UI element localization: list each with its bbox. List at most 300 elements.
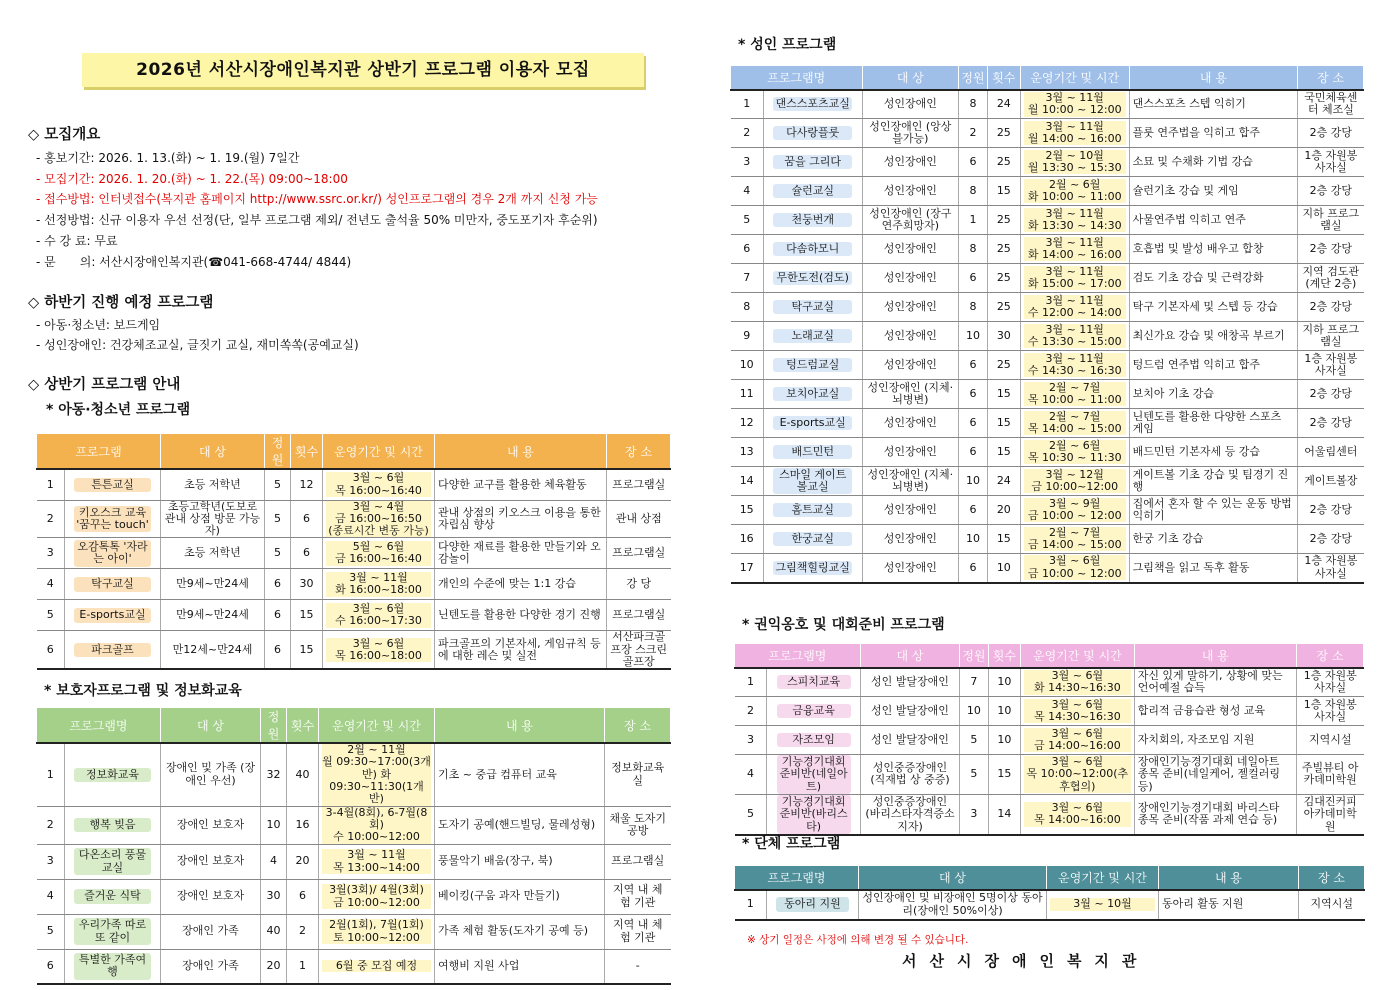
content-cell: 사물연주법 익히고 연주 xyxy=(1129,206,1298,235)
schedule-cell xyxy=(1021,794,1135,834)
row-number: 1 xyxy=(731,90,764,119)
program-name-cell xyxy=(763,409,862,438)
target-cell: 성인장애인 (지체·뇌병변) xyxy=(862,467,959,496)
column-header: 운영기간 및 시간 xyxy=(323,434,435,470)
place-cell: 지하 프로그램실 xyxy=(1298,322,1364,351)
target-cell: 초등 저학년 xyxy=(161,538,265,569)
place-cell: 어울림센터 xyxy=(1298,438,1364,467)
row-number: 14 xyxy=(731,467,764,496)
place-cell: 2층 강당 xyxy=(1298,496,1364,525)
place-cell: 프로그램실 xyxy=(605,844,671,879)
row-number: 2 xyxy=(735,697,767,726)
schedule-cell xyxy=(1020,554,1129,583)
schedule-cell xyxy=(1020,322,1129,351)
session-count-cell: 25 xyxy=(987,148,1020,177)
program-name: 탁구교실 xyxy=(773,300,852,314)
session-count-cell: 25 xyxy=(987,235,1020,264)
schedule xyxy=(1024,324,1126,349)
table-row xyxy=(37,631,671,669)
program-name: 천둥번개 xyxy=(773,213,852,227)
target-cell: 성인장애인 xyxy=(862,264,959,293)
schedule xyxy=(326,603,431,628)
schedule-period: 3월 ~ 6월 xyxy=(1051,755,1104,768)
row-number: 9 xyxy=(731,322,764,351)
table-row xyxy=(731,438,1364,467)
target-cell: 장애인 보호자 xyxy=(161,806,261,844)
table-row xyxy=(37,844,671,879)
place-cell: 지역 내 체험 기관 xyxy=(605,914,671,949)
capacity-cell: 3 xyxy=(960,794,988,834)
guardian-program-table xyxy=(36,707,671,985)
target-cell: 성인장애인 xyxy=(862,293,959,322)
program-name: 즐거운 식탁 xyxy=(74,889,151,903)
target-cell: 만9세~만24세 xyxy=(161,569,265,600)
schedule xyxy=(322,807,431,844)
schedule xyxy=(1024,121,1126,146)
target-cell: 성인 발달장애인 xyxy=(860,726,959,755)
capacity-cell: 8 xyxy=(959,177,988,206)
capacity-cell: 5 xyxy=(960,755,988,795)
column-header: 정원 xyxy=(261,708,287,744)
schedule-period: 3월 ~ 4월 xyxy=(352,500,405,513)
content-cell: 호흡법 및 발성 배우고 합창 xyxy=(1129,235,1298,264)
target-cell: 성인중증장애인 (바리스타자격증소지자) xyxy=(860,794,959,834)
content-cell: 배드민턴 기본자세 등 강습 xyxy=(1129,438,1298,467)
target-cell: 성인 발달장애인 xyxy=(860,668,959,697)
row-number: 4 xyxy=(731,177,764,206)
content-cell: 도자기 공예(핸드빌딩, 물레성형) xyxy=(435,806,605,844)
schedule xyxy=(326,572,431,597)
schedule-period: 3월 ~ 11월 xyxy=(347,848,406,862)
target-cell: 장애인 보호자 xyxy=(161,844,261,879)
target-cell: 성인장애인 (장구연주희망자) xyxy=(862,206,959,235)
row-number: 8 xyxy=(731,293,764,322)
second-half-heading: ◇ 하반기 진행 예정 프로그램 xyxy=(28,295,214,311)
capacity-cell: 7 xyxy=(960,668,988,697)
program-name-cell xyxy=(65,469,161,500)
table-row xyxy=(731,119,1364,148)
place-cell: 정보화교육실 xyxy=(605,743,671,806)
schedule-period: 3월 ~ 9월 xyxy=(1048,496,1101,510)
target-cell: 성인장애인 xyxy=(862,322,959,351)
target-cell: 장애인 가족 xyxy=(161,914,261,949)
session-count-cell: 14 xyxy=(988,794,1020,834)
program-name-cell xyxy=(65,914,161,949)
table-row xyxy=(37,914,671,949)
schedule-cell xyxy=(1047,890,1159,920)
place-cell: - xyxy=(605,949,671,984)
column-header: 운영기간 및 시간 xyxy=(1021,644,1135,668)
capacity-cell: 10 xyxy=(959,322,988,351)
column-header: 프로그램명 xyxy=(735,866,859,890)
content-cell: 여행비 지원 사업 xyxy=(435,949,605,984)
schedule-period: 3월 ~ 6월 xyxy=(352,636,405,650)
target-cell: 성인장애인 xyxy=(862,438,959,467)
row-number: 2 xyxy=(37,806,65,844)
table-body xyxy=(735,890,1365,920)
capacity-cell: 40 xyxy=(261,914,287,949)
schedule-period: 3월 ~ 11월 xyxy=(1045,322,1104,336)
schedule xyxy=(326,638,431,663)
schedule-time: 금 14:00~16:00 xyxy=(1034,739,1121,752)
schedule-time: 화 14:00 ~ 16:00 xyxy=(1027,248,1122,261)
table-row xyxy=(37,806,671,844)
program-name-cell xyxy=(763,467,862,496)
column-header: 내 용 xyxy=(435,434,607,470)
session-count-cell: 2 xyxy=(287,914,319,949)
overview-line: - 문 의: 서산시장애인복지관(☎041-668-4744/ 4844) xyxy=(36,255,352,269)
target-cell: 장애인 가족 xyxy=(161,949,261,984)
schedule xyxy=(326,541,431,566)
program-name-cell xyxy=(763,177,862,206)
guardian-heading: * 보호자프로그램 및 정보화교육 xyxy=(44,683,242,699)
program-name: 오감톡톡 '자라는 아이' xyxy=(74,540,151,567)
column-header: 운영기간 및 시간 xyxy=(319,708,435,744)
capacity-cell: 10 xyxy=(960,697,988,726)
schedule xyxy=(1024,728,1131,753)
target-cell: 성인장애인 xyxy=(862,177,959,206)
column-header: 횟수 xyxy=(988,644,1020,668)
table-row xyxy=(731,235,1364,264)
place-cell: 2층 강당 xyxy=(1298,380,1364,409)
table-header xyxy=(37,434,671,470)
session-count-cell: 10 xyxy=(988,697,1020,726)
capacity-cell: 6 xyxy=(265,569,291,600)
column-header: 정원 xyxy=(960,644,988,668)
table-row xyxy=(731,496,1364,525)
table-row xyxy=(735,726,1364,755)
schedule-period: 3월 ~ 10월 xyxy=(1073,897,1132,911)
schedule-time: 금 10:00~12:00 xyxy=(1031,480,1119,493)
column-header: 장 소 xyxy=(1298,66,1364,90)
schedule-cell xyxy=(1020,206,1129,235)
content-cell: 한궁 기초 강습 xyxy=(1129,525,1298,554)
second-half-line: - 성인장애인: 건강체조교실, 글짓기 교실, 재미쏙쏙(공예교실) xyxy=(36,338,359,352)
column-header: 횟수 xyxy=(291,434,323,470)
session-count-cell: 1 xyxy=(287,949,319,984)
schedule-time: 수 13:30 ~ 15:00 xyxy=(1027,335,1122,348)
schedule-cell xyxy=(1020,264,1129,293)
table-row xyxy=(731,467,1364,496)
session-count-cell: 15 xyxy=(291,631,323,669)
place-cell: 2층 강당 xyxy=(1298,525,1364,554)
target-cell: 장애인 및 가족 (장애인 우선) xyxy=(161,743,261,806)
row-number: 4 xyxy=(37,879,65,914)
column-header: 장 소 xyxy=(607,434,671,470)
content-cell: 장애인기능경기대회 바리스타 종목 준비(작품 과제 연습 등) xyxy=(1134,794,1296,834)
capacity-cell: 6 xyxy=(959,496,988,525)
schedule-time: 금 16:00~16:50 (종료시간 변동 가능) xyxy=(328,511,429,538)
session-count-cell: 25 xyxy=(987,351,1020,380)
schedule-time: 월 10:00 ~ 12:00 xyxy=(1027,103,1122,117)
target-cell: 성인장애인 xyxy=(862,554,959,583)
capacity-cell: 5 xyxy=(265,469,291,500)
schedule-time: 금 10:00 ~ 12:00 xyxy=(1027,509,1122,522)
schedule xyxy=(1024,527,1126,552)
target-cell: 성인장애인 xyxy=(862,525,959,554)
target-cell: 성인장애인 xyxy=(862,148,959,177)
table-row xyxy=(37,879,671,914)
content-cell: 검도 기초 강습 및 근력강화 xyxy=(1129,264,1298,293)
program-name-cell xyxy=(763,148,862,177)
program-name: 금융교육 xyxy=(777,704,851,718)
schedule-cell xyxy=(1020,177,1129,206)
session-count-cell: 15 xyxy=(987,525,1020,554)
place-cell: 1층 자원봉사자실 xyxy=(1297,668,1364,697)
session-count-cell: 25 xyxy=(987,119,1020,148)
program-name-cell xyxy=(65,844,161,879)
target-cell: 성인장애인 xyxy=(862,409,959,438)
schedule xyxy=(326,501,431,538)
program-name-cell xyxy=(65,879,161,914)
schedule-period: 3월 ~ 12월 xyxy=(1045,467,1104,481)
schedule-cell xyxy=(1020,467,1129,496)
schedule-cell xyxy=(323,569,435,600)
content-cell: 집에서 혼자 할 수 있는 운동 방법 익히기 xyxy=(1129,496,1298,525)
content-cell: 그림책을 읽고 독후 활동 xyxy=(1129,554,1298,583)
column-header: 대 상 xyxy=(860,644,959,668)
program-name: 우리가족 따로 또 같이 xyxy=(74,918,151,945)
content-cell: 탁구 기본자세 및 스텝 등 강습 xyxy=(1129,293,1298,322)
content-cell: 파크골프의 기본자세, 게임규칙 등에 대한 레슨 및 실전 xyxy=(435,631,607,669)
session-count-cell: 10 xyxy=(988,726,1020,755)
content-cell: 플룻 연주법을 익히고 합주 xyxy=(1129,119,1298,148)
program-name-cell xyxy=(65,600,161,631)
program-name: 특별한 가족여행 xyxy=(74,953,151,980)
place-cell: 1층 자원봉사자실 xyxy=(1298,554,1364,583)
program-name-cell xyxy=(763,525,862,554)
schedule-time: 금 10:00~12:00 xyxy=(333,895,420,909)
schedule-cell xyxy=(1020,409,1129,438)
session-count-cell: 25 xyxy=(987,264,1020,293)
table-body xyxy=(735,668,1364,835)
row-number: 3 xyxy=(731,148,764,177)
content-cell: 다양한 재료를 활용한 만들기와 오감놀이 xyxy=(435,538,607,569)
capacity-cell: 4 xyxy=(261,844,287,879)
program-name-cell xyxy=(65,743,161,806)
row-number: 3 xyxy=(735,726,767,755)
session-count-cell: 25 xyxy=(987,206,1020,235)
session-count-cell: 12 xyxy=(291,469,323,500)
table-row xyxy=(735,794,1364,834)
program-name-cell xyxy=(65,538,161,569)
schedule-cell xyxy=(319,806,435,844)
row-number: 12 xyxy=(731,409,764,438)
program-name-cell xyxy=(763,322,862,351)
row-number: 7 xyxy=(731,264,764,293)
table-row xyxy=(735,668,1364,697)
schedule-cell xyxy=(1020,119,1129,148)
program-name-cell xyxy=(767,668,860,697)
schedule-time: 목 16:00~16:40 xyxy=(335,483,422,497)
program-name-cell xyxy=(767,890,859,920)
schedule-cell xyxy=(319,879,435,914)
overview-line: - 수 강 료: 무료 xyxy=(36,234,118,248)
table-row xyxy=(37,469,671,500)
schedule-period: 3월 ~ 11월 xyxy=(1045,206,1104,220)
capacity-cell: 6 xyxy=(959,351,988,380)
capacity-cell: 6 xyxy=(959,148,988,177)
capacity-cell: 5 xyxy=(960,726,988,755)
program-name: 자조모임 xyxy=(777,733,851,747)
schedule xyxy=(1024,498,1126,523)
row-number: 3 xyxy=(37,538,65,569)
table-row xyxy=(37,569,671,600)
place-cell: 지역 검도관 (계단 2층) xyxy=(1298,264,1364,293)
place-cell: 2층 강당 xyxy=(1298,119,1364,148)
place-cell: 지하 프로그램실 xyxy=(1298,206,1364,235)
session-count-cell: 15 xyxy=(987,409,1020,438)
table-row xyxy=(731,554,1364,583)
table-row xyxy=(731,322,1364,351)
capacity-cell: 8 xyxy=(959,90,988,119)
schedule-cell xyxy=(323,469,435,500)
program-name-cell xyxy=(763,554,862,583)
column-header: 내 용 xyxy=(1129,66,1298,90)
first-half-heading: ◇ 상반기 프로그램 안내 xyxy=(28,377,181,393)
schedule-cell xyxy=(319,844,435,879)
session-count-cell: 6 xyxy=(287,879,319,914)
session-count-cell: 30 xyxy=(987,322,1020,351)
schedule-cell xyxy=(1020,90,1129,119)
capacity-cell: 10 xyxy=(261,806,287,844)
schedule-time: 목 14:00 ~ 15:00 xyxy=(1027,422,1122,435)
table-row xyxy=(37,600,671,631)
row-number: 2 xyxy=(37,500,65,538)
rights-heading: * 권익옹호 및 대회준비 프로그램 xyxy=(742,617,945,633)
column-header: 내 용 xyxy=(435,708,605,744)
schedule-time: 목 10:00 ~ 11:00 xyxy=(1027,393,1122,406)
content-cell: 가족 체험 활동(도자기 공예 등) xyxy=(435,914,605,949)
youth-program-table xyxy=(36,433,671,670)
table-row xyxy=(37,743,671,806)
schedule-period: 3월(3회)/ 4월(3회) xyxy=(329,883,424,897)
place-cell: 프로그램실 xyxy=(607,538,671,569)
capacity-cell: 6 xyxy=(959,380,988,409)
schedule-period: 3월 ~ 6월 xyxy=(1048,554,1101,568)
schedule-cell xyxy=(1020,525,1129,554)
row-number: 4 xyxy=(37,569,65,600)
schedule-cell xyxy=(319,743,435,806)
header-row xyxy=(37,708,671,744)
group-program-table xyxy=(734,865,1365,921)
content-cell: 댄스스포츠 스텝 익히기 xyxy=(1129,90,1298,119)
table-row xyxy=(37,949,671,984)
target-cell: 만12세~만24세 xyxy=(161,631,265,669)
program-name: E-sports교실 xyxy=(773,416,852,430)
target-cell: 성인장애인 및 비장애인 5명이상 동아리(장애인 50%이상) xyxy=(859,890,1047,920)
schedule-period: 3월 ~ 6월 xyxy=(1051,697,1104,711)
capacity-cell: 5 xyxy=(265,538,291,569)
capacity-cell: 6 xyxy=(959,554,988,583)
program-name-cell xyxy=(767,794,860,834)
program-name-cell xyxy=(763,264,862,293)
schedule-time: 목 16:00~18:00 xyxy=(335,648,422,662)
capacity-cell: 10 xyxy=(959,525,988,554)
program-name-cell xyxy=(767,726,860,755)
content-cell: 최신가요 강습 및 애창곡 부르기 xyxy=(1129,322,1298,351)
session-count-cell: 15 xyxy=(987,177,1020,206)
row-number: 6 xyxy=(37,949,65,984)
schedule xyxy=(1050,898,1155,910)
schedule-cell xyxy=(1020,235,1129,264)
program-name-cell xyxy=(763,380,862,409)
row-number: 11 xyxy=(731,380,764,409)
program-name: 키오스크 교육 '꿈꾸는 touch' xyxy=(74,506,151,533)
table-header xyxy=(37,708,671,744)
target-cell: 성인장애인 xyxy=(862,235,959,264)
column-header: 대 상 xyxy=(161,434,265,470)
schedule-cell xyxy=(1020,438,1129,467)
overview-line: - 선정방법: 신규 이용자 우선 선정(단, 일부 프로그램 제외/ 전년도 출석율 50% 미만자, 중도포기자 후순위) xyxy=(36,213,598,227)
session-count-cell: 6 xyxy=(291,538,323,569)
place-cell: 채울 도자기공방 xyxy=(605,806,671,844)
content-cell: 합리적 금융습관 형성 교육 xyxy=(1134,697,1296,726)
table-row xyxy=(37,500,671,538)
row-number: 5 xyxy=(731,206,764,235)
program-name: 노래교실 xyxy=(773,329,852,343)
adult-heading: * 성인 프로그램 xyxy=(738,37,837,53)
schedule-time: 금 16:00~16:40 xyxy=(335,552,422,566)
schedule-period: 3월 ~ 6월 xyxy=(352,471,405,485)
program-name: 보치아교실 xyxy=(773,387,852,401)
session-count-cell: 15 xyxy=(987,438,1020,467)
place-cell: 김대진커피 아카데미학원 xyxy=(1297,794,1364,834)
target-cell: 성인 발달장애인 xyxy=(860,697,959,726)
program-name: 텅드럼교실 xyxy=(773,358,852,372)
schedule xyxy=(1024,150,1126,175)
content-cell: 자치회의, 자조모임 지원 xyxy=(1134,726,1296,755)
table-row xyxy=(735,755,1364,795)
row-number: 10 xyxy=(731,351,764,380)
place-cell: 국민체육센터 체조실 xyxy=(1298,90,1364,119)
program-name: E-sports교실 xyxy=(74,608,151,622)
column-header: 프로그램명 xyxy=(731,66,863,90)
capacity-cell: 2 xyxy=(959,119,988,148)
content-cell: 장애인기능경기대회 네일아트 종목 준비(네일케어, 젤컬러링 등) xyxy=(1134,755,1296,795)
place-cell: 2층 강당 xyxy=(1298,235,1364,264)
target-cell: 성인장애인 (지체·뇌병변) xyxy=(862,380,959,409)
place-cell: 지역시설 xyxy=(1299,890,1365,920)
content-cell: 닌텐도를 활용한 다양한 경기 진행 xyxy=(435,600,607,631)
schedule-period: 3-4월(8회), 6-7월(8회) xyxy=(325,806,428,831)
place-cell: 서산파크골프장 스크린골프장 xyxy=(607,631,671,669)
schedule-cell xyxy=(1020,380,1129,409)
program-name: 홈트교실 xyxy=(773,503,852,517)
schedule-period: 2월 ~ 7월 xyxy=(1048,525,1101,539)
program-name: 튼튼교실 xyxy=(74,478,151,492)
target-cell: 장애인 보호자 xyxy=(161,879,261,914)
program-name-cell xyxy=(65,806,161,844)
target-cell: 성인장애인 xyxy=(862,351,959,380)
content-cell: 관내 상점의 키오스크 이용을 통한 자립심 향상 xyxy=(435,500,607,538)
capacity-cell: 1 xyxy=(959,206,988,235)
program-name: 다사랑플룻 xyxy=(773,126,852,140)
right-column xyxy=(700,0,1400,990)
schedule-cell xyxy=(1020,496,1129,525)
target-cell: 성인장애인 xyxy=(862,90,959,119)
program-name: 그림책힐링교실 xyxy=(773,561,852,575)
program-name: 다온소리 풍물교실 xyxy=(74,848,151,875)
content-cell: 슐런기초 강습 및 게임 xyxy=(1129,177,1298,206)
adult-program-table xyxy=(730,65,1364,584)
schedule-cell xyxy=(1021,755,1135,795)
column-header: 횟수 xyxy=(987,66,1020,90)
overview-line: - 모집기간: 2026. 1. 20.(화) ~ 1. 22.(목) 09:00~18:00 xyxy=(36,172,348,186)
schedule xyxy=(1024,670,1131,695)
program-name: 다솜하모니 xyxy=(773,242,852,256)
column-header: 장 소 xyxy=(1297,644,1364,668)
